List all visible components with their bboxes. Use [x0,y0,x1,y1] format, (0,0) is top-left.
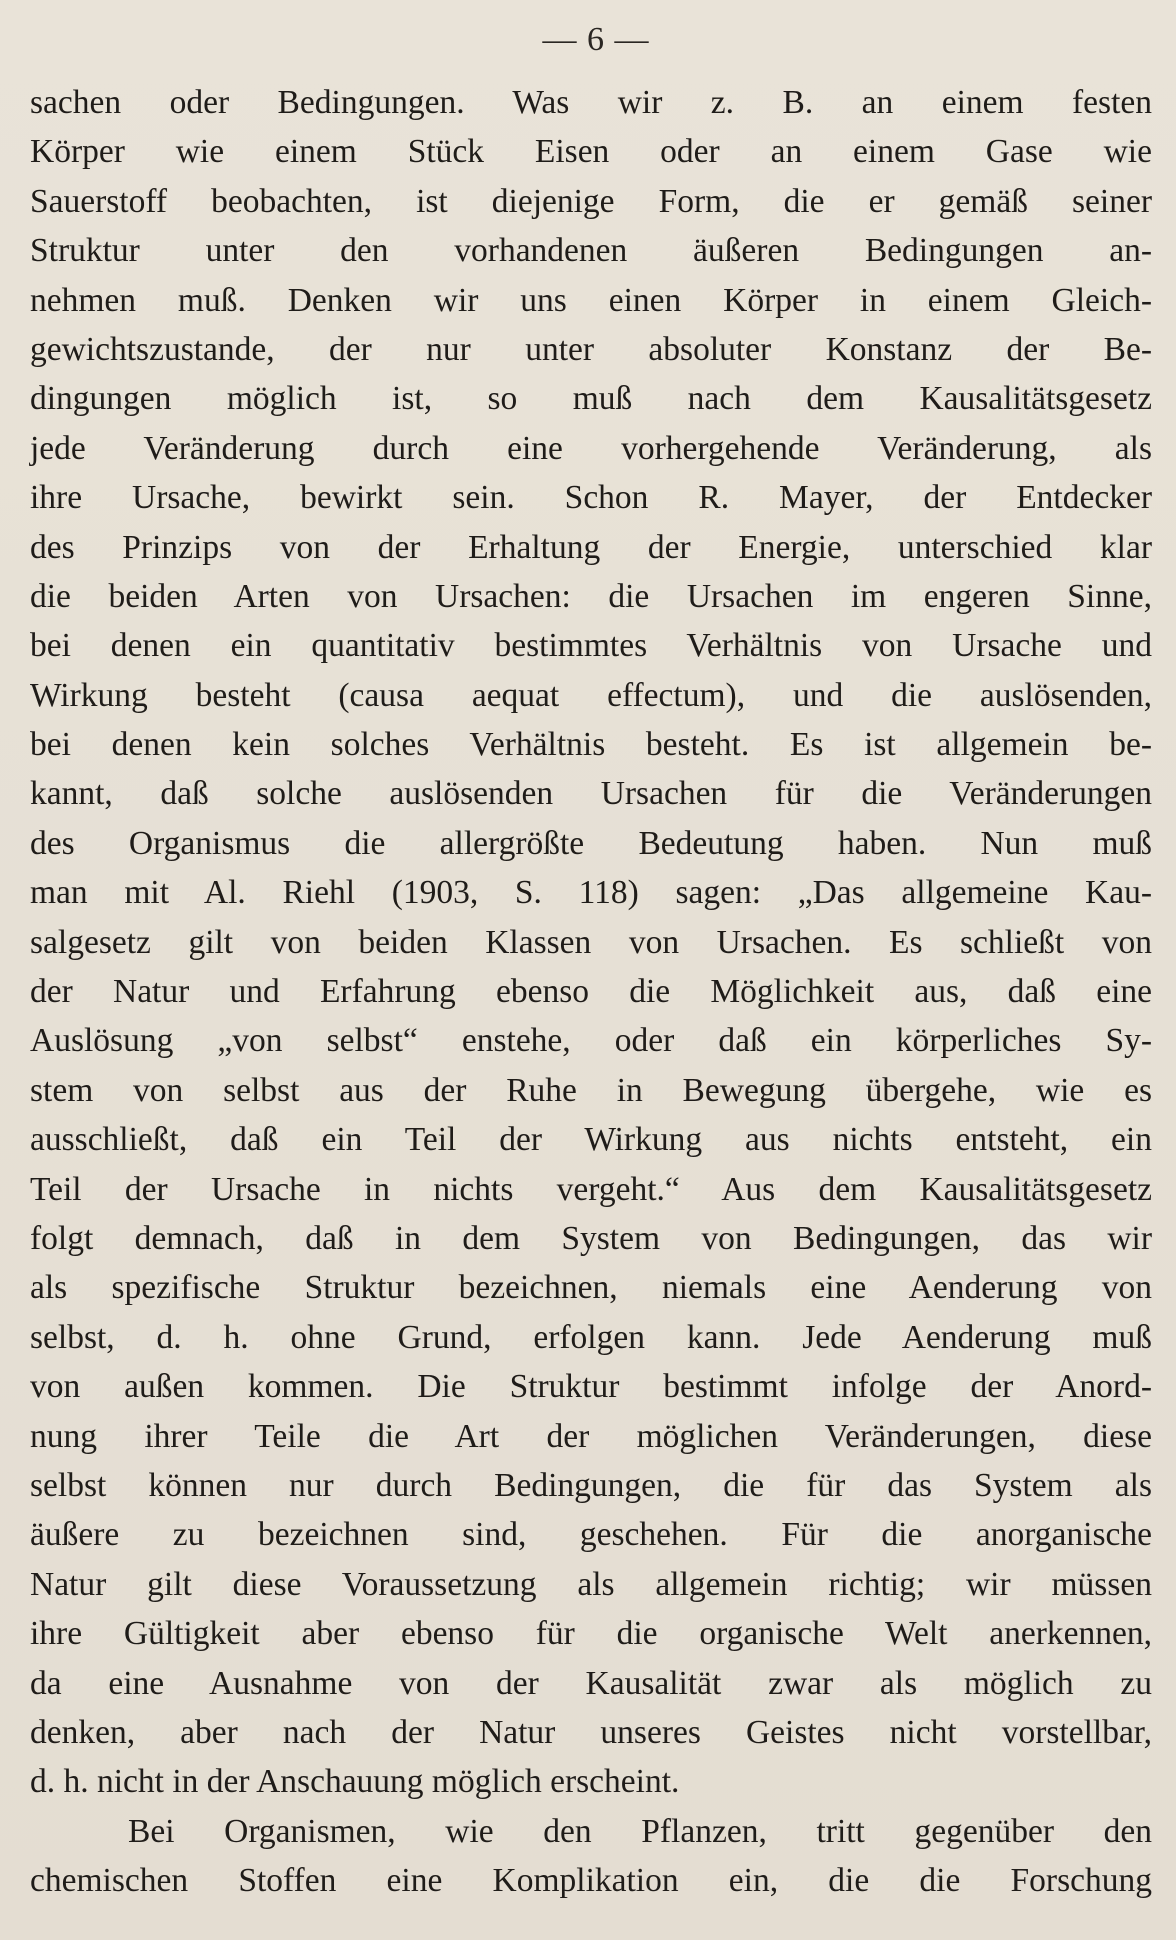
text-line: Auslösung „von selbst“ enstehe, oder daß ein körperliches Sy- [30,1022,1152,1060]
text-line: ihre Ursache, bewirkt sein. Schon R. Mayer, der Entdecker [30,479,1152,517]
text-line: Teil der Ursache in nichts vergeht.“ Aus dem Kausalitätsgesetz [30,1170,1152,1208]
text-line: salgesetz gilt von beiden Klassen von Ursachen. Es schließt von [30,923,1152,961]
text-line: man mit Al. Riehl (1903, S. 118) sagen: „Das allgemeine Kau- [30,874,1152,912]
text-line: der Natur und Erfahrung ebenso die Möglichkeit aus, daß eine [30,973,1152,1011]
text-line: nung ihrer Teile die Art der möglichen Veränderungen, diese [30,1417,1152,1455]
text-line: bei denen ein quantitativ bestimmtes Verhältnis von Ursache und [30,627,1152,665]
text-line: denken, aber nach der Natur unseres Geistes nicht vorstellbar, [30,1713,1152,1751]
text-line: selbst, d. h. ohne Grund, erfolgen kann. Jede Aenderung muß [30,1318,1152,1356]
text-line: kannt, daß solche auslösenden Ursachen für die Veränderungen [30,775,1152,813]
text-line: bei denen kein solches Verhältnis besteht. Es ist allgemein be- [30,726,1152,764]
text-line: selbst können nur durch Bedingungen, die für das System als [30,1466,1152,1504]
text-line: des Organismus die allergrößte Bedeutung haben. Nun muß [30,824,1152,862]
text-line: da eine Ausnahme von der Kausalität zwar als möglich zu [30,1664,1152,1702]
text-line: jede Veränderung durch eine vorhergehende Veränderung, als [30,429,1152,467]
text-line: Natur gilt diese Voraussetzung als allgemein richtig; wir müssen [30,1565,1152,1603]
text-line: die beiden Arten von Ursachen: die Ursachen im engeren Sinne, [30,577,1152,615]
body-text [30,78,1152,1905]
text-line: Bei Organismen, wie den Pflanzen, tritt gegenüber den [128,1812,1152,1850]
paragraph [30,78,1152,1807]
text-line: ihre Gültigkeit aber ebenso für die organische Welt anerkennen, [30,1615,1152,1653]
text-line: als spezifische Struktur bezeichnen, niemals eine Aenderung von [30,1269,1152,1307]
text-line: des Prinzips von der Erhaltung der Energie, unterschied klar [30,528,1152,566]
text-line: Sauerstoff beobachten, ist diejenige Form, die er gemäß seiner [30,182,1152,220]
text-line: chemischen Stoffen eine Komplikation ein, die die Forschung [30,1862,1152,1900]
text-line: d. h. nicht in der Anschauung möglich erscheint. [30,1763,680,1801]
text-line: äußere zu bezeichnen sind, geschehen. Für die anorganische [30,1516,1152,1554]
text-line: ausschließt, daß ein Teil der Wirkung aus nichts entsteht, ein [30,1121,1152,1159]
text-line: nehmen muß. Denken wir uns einen Körper in einem Gleich- [30,281,1152,319]
text-line: gewichtszustande, der nur unter absoluter Konstanz der Be- [30,330,1152,368]
paragraph [30,1807,1152,1906]
text-line: sachen oder Bedingungen. Was wir z. B. an einem festen [30,84,1152,121]
text-line: dingungen möglich ist, so muß nach dem Kausalitätsgesetz [30,380,1152,418]
text-line: Körper wie einem Stück Eisen oder an einem Gase wie [30,133,1152,171]
text-line: von außen kommen. Die Struktur bestimmt infolge der Anord- [30,1368,1152,1406]
text-line: folgt demnach, daß in dem System von Bedingungen, das wir [30,1219,1152,1257]
text-line: Wirkung besteht (causa aequat effectum), und die auslösenden, [30,676,1152,714]
page-number: — 6 — [542,21,650,58]
text-line: Struktur unter den vorhandenen äußeren Bedingungen an- [30,232,1152,270]
text-line: stem von selbst aus der Ruhe in Bewegung übergehe, wie es [30,1071,1152,1109]
